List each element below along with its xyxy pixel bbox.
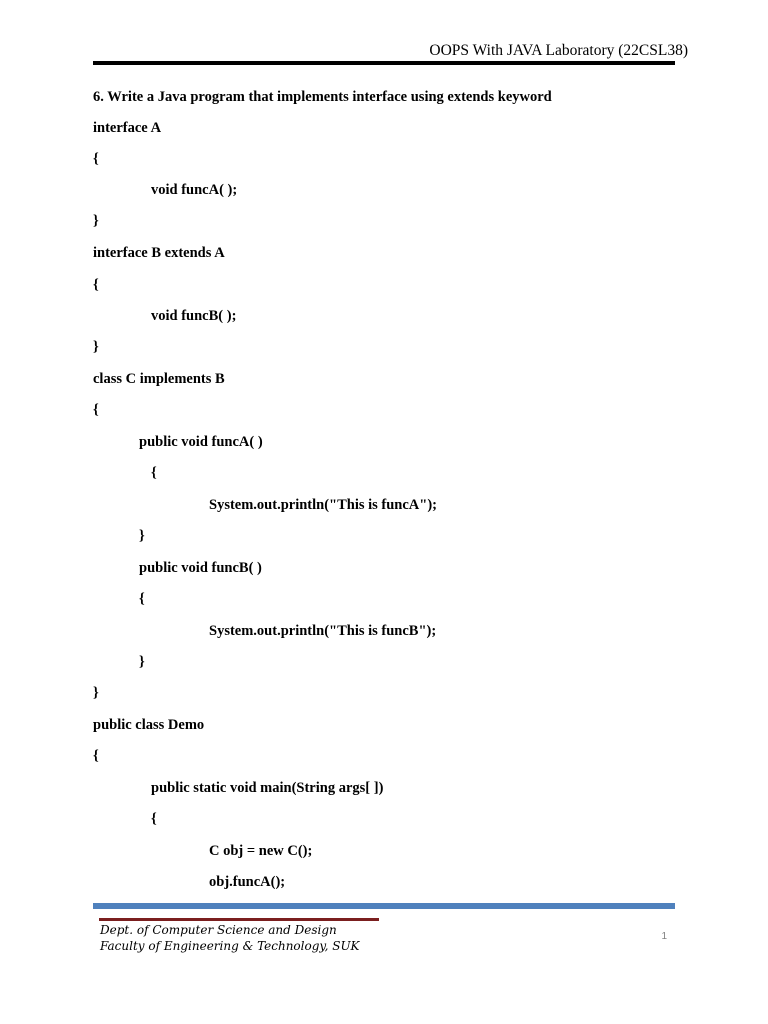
footer-faculty: Faculty of Engineering & Technology, SUK [100,939,360,953]
code-line: { [93,402,99,418]
question-heading: 6. Write a Java program that implements interface using extends keyword [93,89,552,105]
code-line: public void funcB( ) [139,560,262,576]
code-line: System.out.println("This is funcA"); [209,497,437,513]
code-line: } [139,528,145,544]
footer-red-rule [99,918,379,921]
code-line: C obj = new C(); [209,843,313,859]
page-number: 1 [661,931,667,942]
code-line: } [139,654,145,670]
document-header-title: OOPS With JAVA Laboratory (22CSL38) [429,42,688,59]
code-line: } [93,213,99,229]
code-line: { [93,748,99,764]
footer-blue-rule [93,903,675,909]
code-line: public class Demo [93,717,205,733]
code-line: { [151,465,157,481]
code-line: obj.funcA(); [209,874,286,890]
code-line: public void funcA( ) [139,434,263,450]
code-line: { [139,591,145,607]
header-rule [93,61,675,65]
code-line: { [93,277,99,293]
code-line: interface B extends A [93,245,225,261]
code-line: } [93,685,99,701]
code-line: { [151,811,157,827]
code-line: interface A [93,120,162,136]
code-line: public static void main(String args[ ]) [151,780,384,796]
code-line: } [93,339,99,355]
code-line: { [93,151,99,167]
footer-department: Dept. of Computer Science and Design [100,923,337,937]
code-line: System.out.println("This is funcB"); [209,623,437,639]
code-line: void funcA( ); [151,182,238,198]
code-line: class C implements B [93,371,225,387]
code-line: void funcB( ); [151,308,237,324]
